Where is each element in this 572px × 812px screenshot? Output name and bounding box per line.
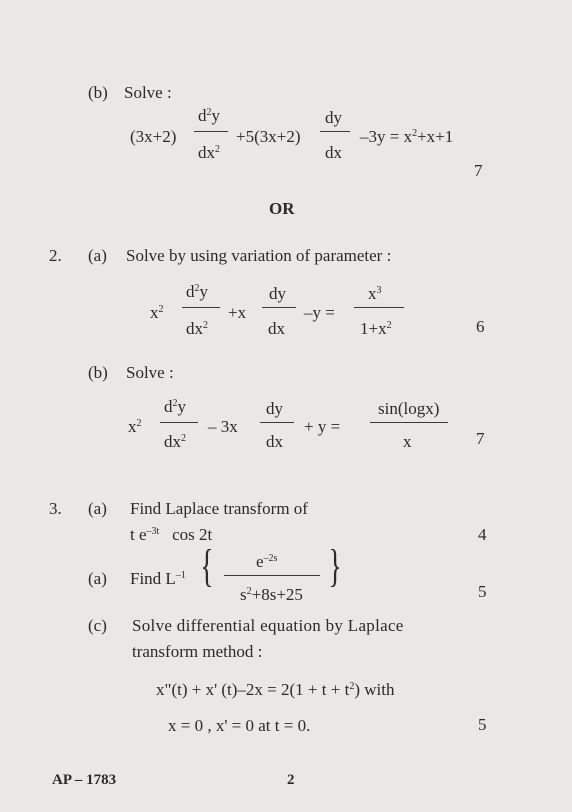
q1b-frac2-den: dx bbox=[325, 143, 342, 162]
q2a-frac2-bar bbox=[262, 307, 296, 308]
q1b-frac1-den: $dx^2$ bbox=[198, 143, 220, 162]
q2b-marks: 7 bbox=[476, 429, 485, 448]
q1b-frac2-num: dy bbox=[325, 108, 342, 127]
q2b-frac1-bar bbox=[160, 422, 198, 423]
q2a-frac3-bar bbox=[354, 307, 404, 308]
q1b-frac1-bar bbox=[194, 131, 228, 132]
q3a2-num: $e^{-2s}$ bbox=[256, 552, 278, 571]
q2a-frac3-den: $1+x^2$ bbox=[360, 319, 392, 338]
q2a-marks: 6 bbox=[476, 317, 485, 336]
q2a-plusx: +x bbox=[228, 303, 247, 322]
q2a-frac1-num: $d^2y$ bbox=[186, 282, 208, 301]
q1b-coef1: (3x+2) bbox=[130, 127, 177, 146]
q2a-minusy: –y = bbox=[304, 303, 335, 322]
q3a-text: Find Laplace transform of bbox=[130, 499, 308, 518]
q3a2-text: Find $L^{-1}$ bbox=[130, 569, 186, 588]
q2b-plusy: + y = bbox=[304, 417, 341, 436]
q2b-text: Solve : bbox=[126, 363, 174, 382]
q3a-label: (a) bbox=[88, 499, 107, 518]
q2b-frac1-den: $dx^2$ bbox=[164, 432, 186, 451]
q3c-label: (c) bbox=[88, 616, 107, 635]
q2a-text: Solve by using variation of parameter : bbox=[126, 246, 392, 265]
left-brace: { bbox=[200, 540, 214, 591]
q2a-frac2-num: dy bbox=[269, 284, 286, 303]
right-brace: } bbox=[328, 540, 342, 591]
q3c-line2: transform method : bbox=[132, 642, 263, 661]
page-number: 2 bbox=[287, 772, 295, 788]
q3a-marks: 4 bbox=[478, 525, 487, 544]
q1b-text: Solve : bbox=[124, 83, 172, 102]
q2-number: 2. bbox=[49, 246, 62, 265]
q3-number: 3. bbox=[49, 499, 62, 518]
q1b-marks: 7 bbox=[474, 161, 483, 180]
q2a-frac2-den: dx bbox=[268, 319, 285, 338]
or-separator: OR bbox=[269, 199, 295, 218]
q2b-x2: $x^2$ bbox=[128, 417, 142, 436]
q3c-conditions: x = 0 , x' = 0 at t = 0. bbox=[168, 716, 311, 735]
q3a2-marks: 5 bbox=[478, 582, 487, 601]
q1b-label: (b) bbox=[88, 83, 108, 102]
q2b-frac2-num: dy bbox=[266, 399, 283, 418]
q1b-rhs: $-3y = x^2+x+1$ bbox=[360, 127, 454, 146]
q2b-label: (b) bbox=[88, 363, 108, 382]
q3c-marks: 5 bbox=[478, 715, 487, 734]
q1b-coef2: +5(3x+2) bbox=[236, 127, 301, 146]
q1b-frac1-num: $d^2y$ bbox=[198, 106, 220, 125]
q3a2-frac-bar bbox=[224, 575, 320, 576]
q3c-line1: Solve differential equation by Laplace bbox=[132, 616, 404, 635]
q2b-frac3-den: x bbox=[403, 432, 412, 451]
q2a-label: (a) bbox=[88, 246, 107, 265]
q2b-frac3-num: sin(logx) bbox=[378, 399, 440, 418]
q3a2-label: (a) bbox=[88, 569, 107, 588]
paper-code: AP – 1783 bbox=[52, 772, 117, 788]
q2b-frac2-den: dx bbox=[266, 432, 283, 451]
q1b-frac2-bar bbox=[320, 131, 350, 132]
q2b-minus3x: – 3x bbox=[208, 417, 238, 436]
q2b-frac3-bar bbox=[370, 422, 448, 423]
q3c-equation: x"(t) + x' $(t)-2x = 2(1 + t + t^2)$ with bbox=[156, 680, 395, 699]
q2a-frac1-den: $dx^2$ bbox=[186, 319, 208, 338]
q2a-frac1-bar bbox=[182, 307, 220, 308]
q2a-x2: $x^2$ bbox=[150, 303, 164, 322]
q3a2-den: $s^2+8s+25$ bbox=[240, 585, 303, 604]
q2b-frac1-num: $d^2y$ bbox=[164, 397, 186, 416]
q3a-expression: t $e^{-3t}$ cos 2t bbox=[130, 525, 213, 544]
q2b-frac2-bar bbox=[260, 422, 294, 423]
q2a-frac3-num: $x^3$ bbox=[368, 284, 382, 303]
